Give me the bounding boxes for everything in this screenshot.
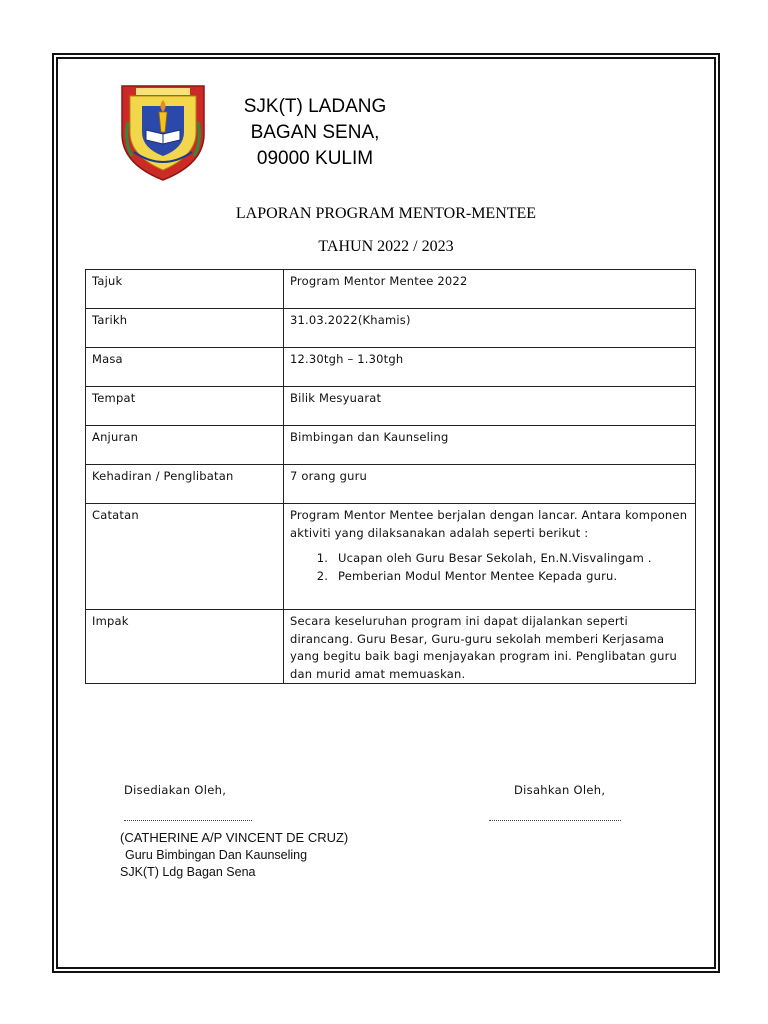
activity-list: [290, 550, 689, 585]
row-label-kehadiran: Kehadiran / Penglibatan: [86, 465, 284, 504]
list-item: 2. Pemberian Modul Mentor Mentee Kepada guru.: [332, 568, 689, 586]
school-postcode-line: 09000 KULIM: [256, 148, 374, 169]
school-crest-logo: [118, 82, 208, 182]
row-label-tarikh: Tarikh: [86, 309, 284, 348]
row-value-masa: 12.30tgh – 1.30tgh: [284, 348, 696, 387]
report-year: TAHUN 2022 / 2023: [318, 238, 454, 255]
preparer-role: Guru Bimbingan Dan Kaunseling: [125, 847, 308, 862]
table-row: [86, 348, 696, 387]
school-address: [230, 94, 400, 169]
approved-by-label: Disahkan Oleh,: [514, 783, 606, 797]
report-table: [85, 269, 696, 684]
row-value-catatan: [284, 504, 696, 610]
row-value-kehadiran: 7 orang guru: [284, 465, 696, 504]
row-label-masa: Masa: [86, 348, 284, 387]
table-row: [86, 270, 696, 309]
row-value-tajuk: Program Mentor Mentee 2022: [284, 270, 696, 309]
row-value-tempat: Bilik Mesyuarat: [284, 387, 696, 426]
table-row: [86, 610, 696, 684]
prepared-by-label: Disediakan Oleh,: [124, 783, 227, 797]
preparer-name: (CATHERINE A/P VINCENT DE CRUZ): [120, 830, 349, 845]
row-label-catatan: Catatan: [86, 504, 284, 610]
row-value-anjuran: Bimbingan dan Kaunseling: [284, 426, 696, 465]
row-label-tajuk: Tajuk: [86, 270, 284, 309]
row-label-tempat: Tempat: [86, 387, 284, 426]
signature-line-approver: [489, 812, 621, 821]
table-row: [86, 387, 696, 426]
list-item: 1. Ucapan oleh Guru Besar Sekolah, En.N.Visvalingam .: [332, 550, 689, 568]
table-row: [86, 465, 696, 504]
table-row: [86, 504, 696, 610]
table-row: [86, 309, 696, 348]
table-row: [86, 426, 696, 465]
row-label-impak: Impak: [86, 610, 284, 684]
preparer-block: [120, 829, 348, 882]
preparer-school: SJK(T) Ldg Bagan Sena: [120, 865, 256, 879]
row-value-impak: Secara keseluruhan program ini dapat dijalankan seperti dirancang. Guru Besar, Guru-guru sekolah memberi Kerjasama yang begitu baik bagi menjayakan program ini. Penglibatan guru dan murid amat memuaskan.: [284, 610, 696, 684]
school-name-line1: SJK(T) LADANG: [243, 96, 387, 117]
row-value-tarikh: 31.03.2022(Khamis): [284, 309, 696, 348]
row-label-anjuran: Anjuran: [86, 426, 284, 465]
report-title: LAPORAN PROGRAM MENTOR-MENTEE: [235, 205, 537, 222]
signature-line-preparer: [124, 812, 252, 821]
catatan-intro: Program Mentor Mentee berjalan dengan lancar. Antara komponen aktiviti yang dilaksanakan adalah seperti berikut :: [290, 508, 688, 540]
school-name-line2: BAGAN SENA,: [250, 122, 380, 143]
